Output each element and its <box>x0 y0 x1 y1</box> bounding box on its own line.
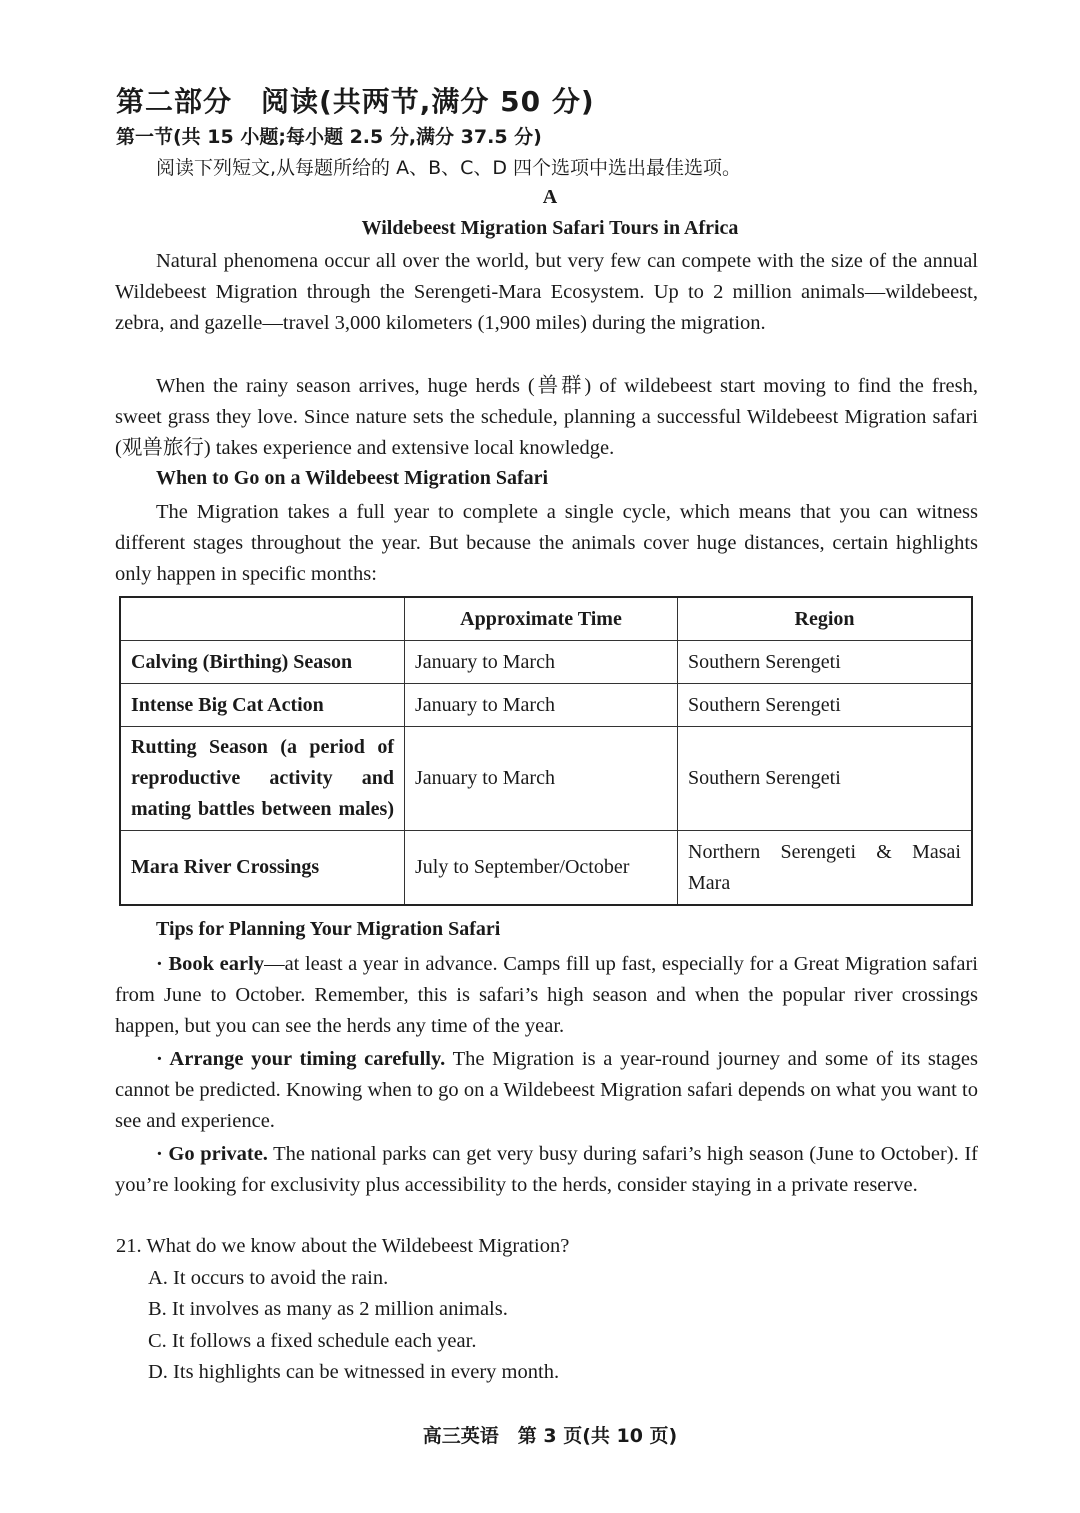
table-header-cell: Approximate Time <box>405 597 678 641</box>
paragraph-3: The Migration takes a full year to complete a single cycle, which means that you can witness different stages throughout the year. But because the animals cover huge distances, certain highlights only happen in specific months: <box>115 501 978 586</box>
table-row <box>120 641 972 684</box>
paragraph-2: When the rainy season arrives, huge herds (兽群) of wildebeest start moving to find the fresh, sweet grass they love. Since nature sets the schedule, planning a successful Wildebeest Migration safari (观兽旅行) takes experience and extensive local knowledge. <box>115 375 978 460</box>
question-21-stem: 21. What do we know about the Wildebeest Migration? <box>116 1235 570 1257</box>
option-d: D. Its highlights can be witnessed in every month. <box>148 1361 560 1383</box>
table-row <box>120 831 972 906</box>
option-c: C. It follows a fixed schedule each year. <box>148 1330 477 1352</box>
table-row <box>120 684 972 727</box>
table-cell-region: Southern Serengeti <box>678 641 973 684</box>
tip-lead: · Go private. <box>156 1143 268 1165</box>
table-cell-highlight: Rutting Season (a period of reproductive activity and mating battles between males) <box>120 727 405 831</box>
paragraph-1: Natural phenomena occur all over the world, but very few can compete with the size of the annual Wildebeest Migration through the Serengeti-Mara Ecosystem. Up to 2 million animals—wildebeest, zebra, and gazelle—travel 3,000 kilometers (1,900 miles) during the migration. <box>115 250 978 335</box>
passage-title: Wildebeest Migration Safari Tours in Africa <box>361 217 739 239</box>
table-header-cell <box>120 597 405 641</box>
tip-book-early <box>115 949 978 1043</box>
tip-lead: · Arrange your timing carefully. <box>156 1048 446 1070</box>
tip-text: The national parks can get very busy during safari’s high season (June to October). If you’re looking for exclusivity plus accessibility to the herds, consider staying in a private reserve. <box>115 1143 978 1197</box>
table-cell-time: July to September/October <box>405 831 678 906</box>
table-row <box>120 727 972 831</box>
table-cell-time: January to March <box>405 727 678 831</box>
table-cell-region: Southern Serengeti <box>678 684 973 727</box>
table-cell-highlight: Mara River Crossings <box>120 831 405 906</box>
tip-text: —at least a year in advance. Camps fill up fast, especially for a Great Migration safari from June to October. Remember, this is safari’s high season and when the popular river crossings happen, but you can see the herds any time of the year. <box>115 953 978 1038</box>
page-footer: 高三英语 第 3 页(共 10 页) <box>422 1425 678 1447</box>
tip-lead: · Book early <box>156 953 265 975</box>
table-cell-time: January to March <box>405 684 678 727</box>
table-cell-highlight: Calving (Birthing) Season <box>120 641 405 684</box>
section-title: 第一节(共 15 小题;每小题 2.5 分,满分 37.5 分) <box>116 126 542 148</box>
option-a: A. It occurs to avoid the rain. <box>148 1267 389 1289</box>
table-cell-region: Northern Serengeti & Masai Mara <box>678 831 973 906</box>
table-header-row <box>120 597 972 641</box>
table-cell-time: January to March <box>405 641 678 684</box>
tip-arrange-timing <box>115 1044 978 1138</box>
tip-text: The Migration is a year-round journey and some of its stages cannot be predicted. Knowing when to go on a Wildebeest Migration safari depends on what you want to see and experience. <box>115 1048 978 1133</box>
table-cell-region: Southern Serengeti <box>678 727 973 831</box>
table-cell-highlight: Intense Big Cat Action <box>120 684 405 727</box>
passage-letter: A <box>542 186 558 208</box>
highlights-table <box>119 596 973 906</box>
subheading-when-to-go: When to Go on a Wildebeest Migration Safari <box>156 467 549 489</box>
tip-go-private <box>115 1139 978 1201</box>
subheading-tips: Tips for Planning Your Migration Safari <box>156 918 501 940</box>
table-header-cell: Region <box>678 597 973 641</box>
part-title: 第二部分 阅读(共两节,满分 50 分) <box>116 85 595 118</box>
instruction: 阅读下列短文,从每题所给的 A、B、C、D 四个选项中选出最佳选项。 <box>156 157 742 179</box>
option-b: B. It involves as many as 2 million animals. <box>148 1298 508 1320</box>
